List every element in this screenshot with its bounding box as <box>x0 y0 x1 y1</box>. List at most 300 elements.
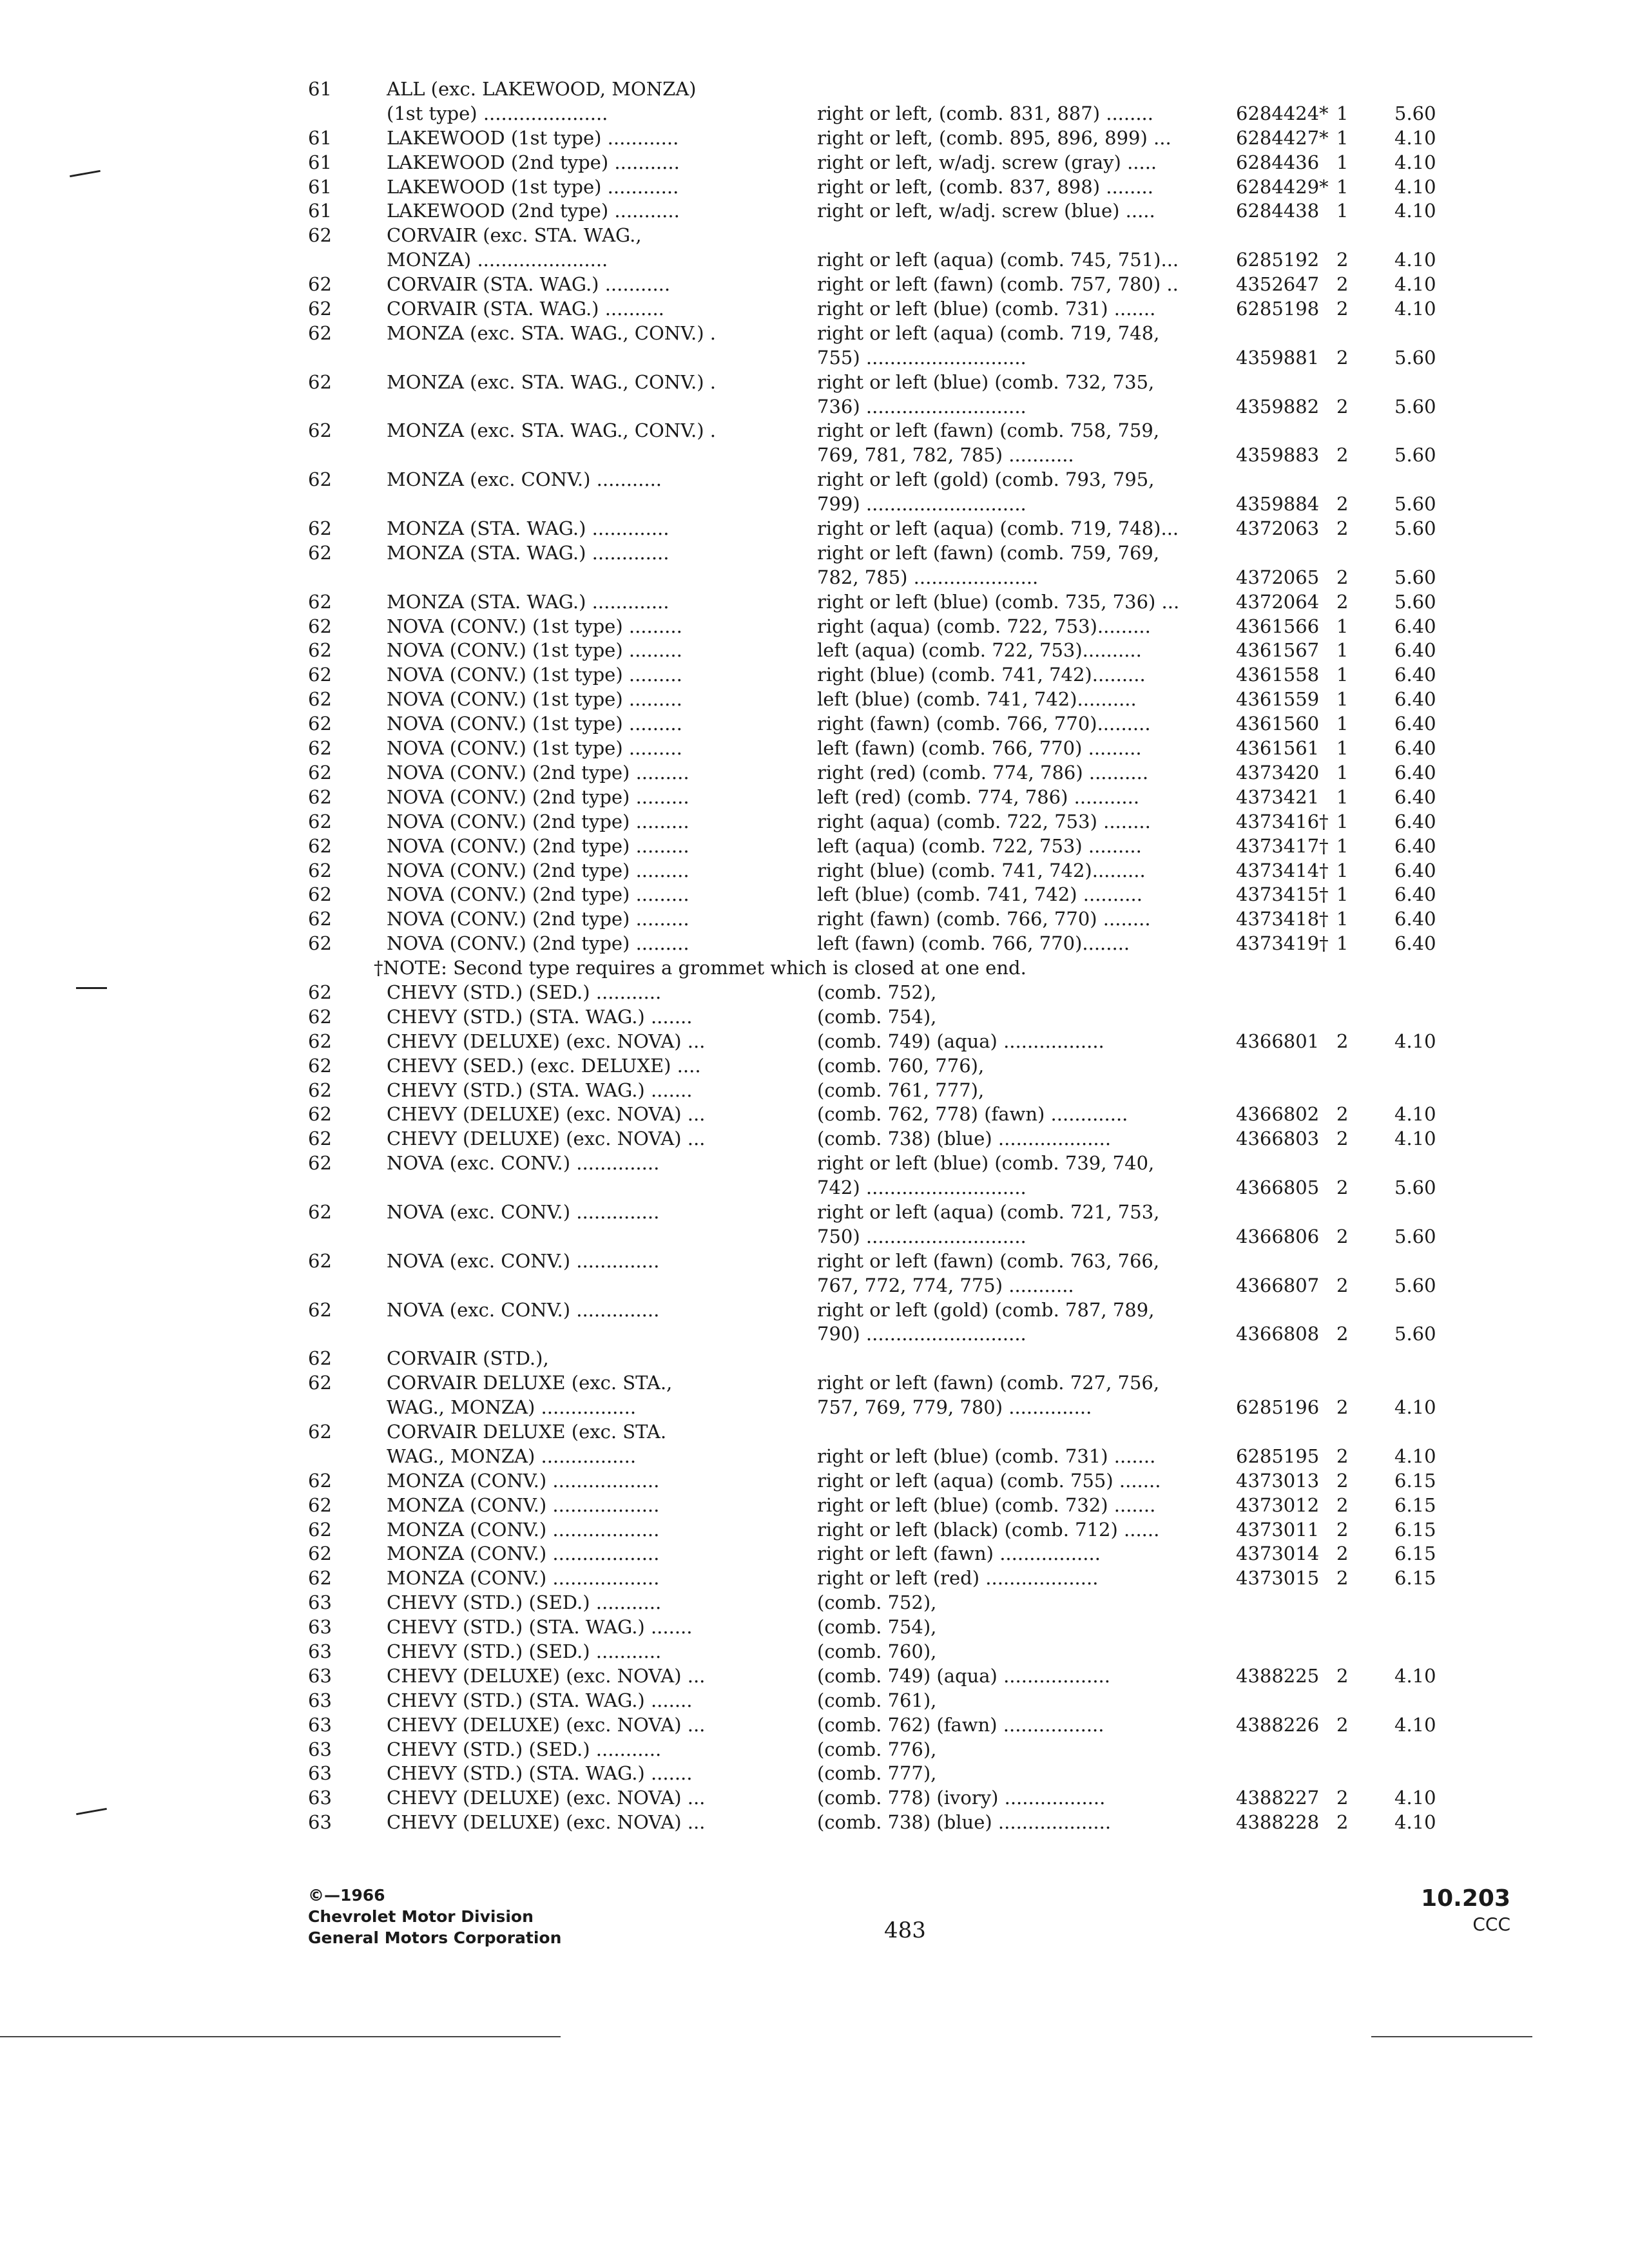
catalog-row <box>0 1664 1629 1689</box>
cell-desc: right (blue) (comb. 741, 742)......... <box>817 664 1146 686</box>
cell-qty: 2 <box>1336 1542 1349 1565</box>
cell-yr: 62 <box>308 1347 332 1370</box>
cell-qty: 2 <box>1336 566 1349 588</box>
cell-yr: 62 <box>308 1469 332 1492</box>
cell-mdl: CHEVY (STD.) (SED.) ........... <box>387 981 662 1003</box>
catalog-row <box>0 981 1629 1005</box>
cell-part: 4388228 <box>1236 1811 1320 1834</box>
cell-price: 4.10 <box>1394 1713 1436 1736</box>
cell-price: 5.60 <box>1394 444 1436 466</box>
cell-mdl: CHEVY (STD.) (STA. WAG.) ....... <box>387 1689 693 1711</box>
cell-part: 4361560 <box>1236 713 1320 735</box>
cell-part: 4372064 <box>1236 590 1320 613</box>
cell-yr: 62 <box>308 713 332 735</box>
cell-price: 6.40 <box>1394 688 1436 711</box>
cell-yr: 61 <box>308 78 332 100</box>
cell-qty: 1 <box>1336 200 1349 222</box>
cell-mdl: CHEVY (DELUXE) (exc. NOVA) ... <box>387 1128 706 1150</box>
cell-qty: 2 <box>1336 1177 1349 1199</box>
cell-mdl: CORVAIR (STA. WAG.) .......... <box>387 298 664 320</box>
cell-price: 4.10 <box>1394 151 1436 173</box>
cell-price: 5.60 <box>1394 590 1436 613</box>
cell-qty: 2 <box>1336 444 1349 466</box>
cell-mdl: MONZA (CONV.) .................. <box>387 1494 660 1516</box>
cell-part: 6284427* <box>1236 126 1329 149</box>
cell-mdl: CHEVY (DELUXE) (exc. NOVA) ... <box>387 1664 706 1687</box>
cell-mdl: NOVA (CONV.) (1st type) ......... <box>387 688 682 711</box>
cell-part: 6285192 <box>1236 249 1320 271</box>
catalog-row <box>0 468 1629 492</box>
cell-part: 4366802 <box>1236 1103 1320 1126</box>
cell-yr: 63 <box>308 1664 332 1687</box>
cell-part: 4373012 <box>1236 1494 1320 1516</box>
cell-part: 4373417† <box>1236 834 1329 857</box>
cell-mdl: NOVA (CONV.) (2nd type) ......... <box>387 859 689 881</box>
cell-price: 6.40 <box>1394 932 1436 955</box>
cell-price: 5.60 <box>1394 566 1436 588</box>
cell-price: 6.40 <box>1394 859 1436 881</box>
bottom-rule-left <box>0 2036 561 2037</box>
cell-desc: right (fawn) (comb. 766, 770) ........ <box>817 908 1151 930</box>
cell-price: 6.15 <box>1394 1469 1436 1492</box>
catalog-row <box>0 175 1629 200</box>
cell-mdl: CORVAIR (STD.), <box>387 1347 549 1370</box>
cell-desc: right or left, (comb. 831, 887) ........ <box>817 102 1153 124</box>
cell-yr: 62 <box>308 1103 332 1126</box>
cell-desc: right or left (blue) (comb. 739, 740, <box>817 1152 1155 1175</box>
cell-yr: 62 <box>308 639 332 662</box>
cell-qty: 2 <box>1336 590 1349 613</box>
cell-qty: 2 <box>1336 249 1349 271</box>
cell-yr: 62 <box>308 859 332 881</box>
cell-mdl: MONZA (exc. STA. WAG., CONV.) . <box>387 322 716 344</box>
cell-desc: right (aqua) (comb. 722, 753) ........ <box>817 810 1151 832</box>
catalog-row <box>0 590 1629 615</box>
catalog-row <box>0 1396 1629 1420</box>
cell-yr: 61 <box>308 126 332 149</box>
cell-yr: 63 <box>308 1811 332 1834</box>
cell-mdl: MONZA (CONV.) .................. <box>387 1518 660 1541</box>
cell-part: 4359881 <box>1236 346 1320 369</box>
cell-desc: (comb. 754), <box>817 1005 937 1028</box>
cell-desc: (comb. 738) (blue) ................... <box>817 1128 1112 1150</box>
cell-mdl: CHEVY (DELUXE) (exc. NOVA) ... <box>387 1030 706 1052</box>
cell-price: 4.10 <box>1394 1811 1436 1834</box>
cell-desc: right or left (aqua) (comb. 745, 751)... <box>817 249 1179 271</box>
catalog-row <box>0 1713 1629 1738</box>
catalog-row <box>0 492 1629 517</box>
cell-qty: 2 <box>1336 1787 1349 1809</box>
cell-price: 6.15 <box>1394 1567 1436 1590</box>
cell-price: 6.40 <box>1394 785 1436 808</box>
cell-mdl: MONZA (exc. STA. WAG., CONV.) . <box>387 419 716 442</box>
cell-qty: 2 <box>1336 1030 1349 1052</box>
cell-desc: right or left (fawn) (comb. 758, 759, <box>817 419 1160 442</box>
catalog-row <box>0 566 1629 590</box>
cell-qty: 1 <box>1336 664 1349 686</box>
cell-qty: 2 <box>1336 493 1349 515</box>
cell-yr: 62 <box>308 761 332 783</box>
cell-yr: 62 <box>308 298 332 320</box>
page-number: 483 <box>884 1917 926 1943</box>
cell-qty: 2 <box>1336 1811 1349 1834</box>
catalog-row <box>0 1151 1629 1176</box>
cell-mdl: NOVA (CONV.) (2nd type) ......... <box>387 834 689 857</box>
cell-part: 4366806 <box>1236 1225 1320 1247</box>
catalog-row <box>0 1518 1629 1542</box>
division-name: Chevrolet Motor Division <box>308 1907 534 1926</box>
cell-price: 4.10 <box>1394 126 1436 149</box>
cell-qty: 1 <box>1336 151 1349 173</box>
cell-yr: 62 <box>308 1079 332 1101</box>
copyright-block <box>308 1885 561 1948</box>
cell-desc: right or left (blue) (comb. 731) ....... <box>817 298 1156 320</box>
cell-mdl: NOVA (CONV.) (2nd type) ......... <box>387 761 689 783</box>
cell-mdl: MONZA) ...................... <box>387 249 608 271</box>
cell-yr: 62 <box>308 1054 332 1077</box>
cell-qty: 2 <box>1336 1323 1349 1345</box>
catalog-row <box>0 1298 1629 1323</box>
catalog-row <box>0 639 1629 663</box>
cell-qty: 1 <box>1336 175 1349 198</box>
cell-desc: 782, 785) ..................... <box>817 566 1039 588</box>
cell-yr: 62 <box>308 664 332 686</box>
catalog-row <box>0 1225 1629 1249</box>
cell-price: 4.10 <box>1394 1787 1436 1809</box>
cell-qty: 2 <box>1336 1396 1349 1419</box>
cell-desc: right (blue) (comb. 741, 742)......... <box>817 859 1146 881</box>
catalog-row <box>0 1640 1629 1664</box>
catalog-row <box>0 248 1629 273</box>
cell-qty: 1 <box>1336 615 1349 637</box>
cell-qty: 2 <box>1336 517 1349 540</box>
cell-desc: (comb. 760, 776), <box>817 1054 985 1077</box>
cell-mdl: LAKEWOOD (2nd type) ........... <box>387 151 680 173</box>
catalog-row <box>0 1542 1629 1566</box>
catalog-row <box>0 1494 1629 1518</box>
cell-part: 6284424* <box>1236 102 1329 124</box>
parts-catalog-table <box>0 77 1629 1835</box>
cell-desc: right or left (red) ................... <box>817 1567 1099 1590</box>
cell-qty: 2 <box>1336 1469 1349 1492</box>
cell-desc: right or left (blue) (comb. 731) ....... <box>817 1445 1156 1467</box>
cell-price: 5.60 <box>1394 1274 1436 1296</box>
cell-part: 4361559 <box>1236 688 1320 711</box>
cell-desc: 799) ........................... <box>817 493 1027 515</box>
cell-mdl: CHEVY (STD.) (SED.) ........... <box>387 1640 662 1662</box>
cell-desc: 767, 772, 774, 775) ........... <box>817 1274 1074 1296</box>
cell-desc: right or left (fawn) (comb. 763, 766, <box>817 1249 1160 1272</box>
cell-yr: 62 <box>308 737 332 760</box>
catalog-row <box>0 761 1629 785</box>
cell-mdl: CHEVY (STD.) (STA. WAG.) ....... <box>387 1616 693 1639</box>
cell-yr: 61 <box>308 200 332 222</box>
cell-desc: (comb. 777), <box>817 1762 937 1785</box>
cell-yr: 62 <box>308 1128 332 1150</box>
cell-part: 4373416† <box>1236 810 1329 832</box>
cell-mdl: MONZA (STA. WAG.) ............. <box>387 590 670 613</box>
cell-price: 6.40 <box>1394 810 1436 832</box>
cell-desc: 790) ........................... <box>817 1323 1027 1345</box>
cell-price: 4.10 <box>1394 1128 1436 1150</box>
cell-yr: 62 <box>308 615 332 637</box>
cell-part: 4352647 <box>1236 273 1320 296</box>
cell-price: 6.40 <box>1394 639 1436 662</box>
cell-desc: right or left (aqua) (comb. 719, 748)... <box>817 517 1179 540</box>
cell-desc: right or left, (comb. 837, 898) ........ <box>817 175 1153 198</box>
cell-part: 4361558 <box>1236 664 1320 686</box>
catalog-row <box>0 712 1629 736</box>
cell-yr: 63 <box>308 1787 332 1809</box>
cell-yr: 62 <box>308 273 332 296</box>
cell-part: 6284429* <box>1236 175 1329 198</box>
cell-qty: 2 <box>1336 395 1349 418</box>
cell-mdl: NOVA (CONV.) (2nd type) ......... <box>387 785 689 808</box>
cell-part: 4366808 <box>1236 1323 1320 1345</box>
cell-desc: right or left (fawn) (comb. 759, 769, <box>817 541 1160 564</box>
cell-part: 4372065 <box>1236 566 1320 588</box>
cell-mdl: NOVA (exc. CONV.) .............. <box>387 1152 660 1175</box>
cell-desc: right or left (black) (comb. 712) ...... <box>817 1518 1160 1541</box>
cell-price: 4.10 <box>1394 1396 1436 1419</box>
cell-yr: 62 <box>308 834 332 857</box>
catalog-row <box>0 102 1629 126</box>
corporation-name: General Motors Corporation <box>308 1928 562 1947</box>
cell-desc: left (fawn) (comb. 766, 770)........ <box>817 932 1130 955</box>
cell-price: 4.10 <box>1394 1103 1436 1126</box>
cell-yr: 62 <box>308 932 332 955</box>
cell-price: 4.10 <box>1394 200 1436 222</box>
cell-yr: 62 <box>308 810 332 832</box>
catalog-row <box>0 663 1629 687</box>
catalog-row <box>0 1030 1629 1054</box>
cell-mdl: MONZA (CONV.) .................. <box>387 1542 660 1565</box>
cell-yr: 62 <box>308 1249 332 1272</box>
cell-price: 4.10 <box>1394 1664 1436 1687</box>
catalog-row <box>0 1420 1629 1445</box>
cell-price: 6.40 <box>1394 713 1436 735</box>
cell-desc: (comb. 762, 778) (fawn) ............. <box>817 1103 1128 1126</box>
cell-part: 4373014 <box>1236 1542 1320 1565</box>
cell-qty: 1 <box>1336 126 1349 149</box>
catalog-row <box>0 1322 1629 1347</box>
cell-price: 6.40 <box>1394 737 1436 760</box>
catalog-row <box>0 199 1629 224</box>
cell-desc: right or left, (comb. 895, 896, 899) ... <box>817 126 1171 149</box>
cell-mdl: ALL (exc. LAKEWOOD, MONZA) <box>387 78 697 100</box>
catalog-row <box>0 541 1629 566</box>
cell-desc: right or left (aqua) (comb. 719, 748, <box>817 322 1160 344</box>
cell-mdl: NOVA (CONV.) (2nd type) ......... <box>387 908 689 930</box>
cell-yr: 61 <box>308 151 332 173</box>
cell-part: 4366803 <box>1236 1128 1320 1150</box>
margin-mark <box>76 987 107 989</box>
cell-mdl: NOVA (CONV.) (1st type) ......... <box>387 615 682 637</box>
cell-desc: right or left (gold) (comb. 793, 795, <box>817 468 1155 491</box>
cell-part: 6285195 <box>1236 1445 1320 1467</box>
cell-mdl: CORVAIR DELUXE (exc. STA., <box>387 1372 673 1394</box>
cell-price: 5.60 <box>1394 1177 1436 1199</box>
cell-yr: 62 <box>308 1542 332 1565</box>
cell-part: 6285198 <box>1236 298 1320 320</box>
section-number: 10.203 <box>1421 1885 1510 1912</box>
cell-mdl: NOVA (CONV.) (2nd type) ......... <box>387 810 689 832</box>
copyright-year: ©—1966 <box>308 1886 385 1905</box>
catalog-row <box>0 1786 1629 1811</box>
cell-desc: 769, 781, 782, 785) ........... <box>817 444 1074 466</box>
cell-desc: right or left (gold) (comb. 787, 789, <box>817 1298 1155 1321</box>
cell-yr: 62 <box>308 688 332 711</box>
cell-desc: (comb. 778) (ivory) ................. <box>817 1787 1106 1809</box>
catalog-row <box>0 1566 1629 1591</box>
catalog-row <box>0 1615 1629 1640</box>
catalog-row <box>0 273 1629 297</box>
cell-desc: 750) ........................... <box>817 1225 1027 1247</box>
cell-mdl: CHEVY (STD.) (SED.) ........... <box>387 1591 662 1614</box>
catalog-row <box>0 1689 1629 1713</box>
catalog-row <box>0 297 1629 322</box>
cell-desc: right (red) (comb. 774, 786) .......... <box>817 761 1149 783</box>
cell-price: 6.15 <box>1394 1518 1436 1541</box>
cell-part: 4373013 <box>1236 1469 1320 1492</box>
cell-price: 4.10 <box>1394 273 1436 296</box>
cell-price: 4.10 <box>1394 1030 1436 1052</box>
cell-part: 4388225 <box>1236 1664 1320 1687</box>
cell-desc: 736) ........................... <box>817 395 1027 418</box>
cell-mdl: LAKEWOOD (1st type) ............ <box>387 175 679 198</box>
cell-qty: 2 <box>1336 1103 1349 1126</box>
cell-qty: 1 <box>1336 932 1349 955</box>
cell-yr: 62 <box>308 1372 332 1394</box>
catalog-row <box>0 224 1629 248</box>
cell-price: 6.40 <box>1394 615 1436 637</box>
cell-mdl: LAKEWOOD (2nd type) ........... <box>387 200 680 222</box>
cell-price: 5.60 <box>1394 493 1436 515</box>
cell-yr: 62 <box>308 468 332 491</box>
cell-qty: 1 <box>1336 883 1349 906</box>
cell-mdl: MONZA (STA. WAG.) ............. <box>387 541 670 564</box>
catalog-row <box>0 1738 1629 1762</box>
cell-mdl: MONZA (CONV.) .................. <box>387 1469 660 1492</box>
cell-yr: 62 <box>308 517 332 540</box>
cell-desc: right or left (aqua) (comb. 755) ....... <box>817 1469 1161 1492</box>
cell-yr: 63 <box>308 1738 332 1760</box>
cell-qty: 2 <box>1336 1567 1349 1590</box>
cell-desc: (comb. 761, 777), <box>817 1079 985 1101</box>
cell-part: 6284438 <box>1236 200 1320 222</box>
catalog-row <box>0 1274 1629 1298</box>
catalog-row <box>0 370 1629 395</box>
cell-yr: 62 <box>308 981 332 1003</box>
cell-mdl: NOVA (CONV.) (1st type) ......... <box>387 713 682 735</box>
catalog-row <box>0 859 1629 883</box>
cell-qty: 1 <box>1336 102 1349 124</box>
cell-yr: 62 <box>308 1518 332 1541</box>
cell-price: 6.40 <box>1394 761 1436 783</box>
cell-mdl: NOVA (exc. CONV.) .............. <box>387 1298 660 1321</box>
cell-qty: 2 <box>1336 1128 1349 1150</box>
cell-price: 5.60 <box>1394 517 1436 540</box>
cell-desc: 755) ........................... <box>817 346 1027 369</box>
cell-part: 4361567 <box>1236 639 1320 662</box>
cell-qty: 2 <box>1336 298 1349 320</box>
catalog-row <box>0 1469 1629 1494</box>
cell-yr: 61 <box>308 175 332 198</box>
cell-qty: 1 <box>1336 908 1349 930</box>
cell-price: 4.10 <box>1394 175 1436 198</box>
catalog-row <box>0 1054 1629 1079</box>
catalog-row <box>0 1811 1629 1835</box>
catalog-row <box>0 810 1629 834</box>
cell-desc: right or left (fawn) (comb. 727, 756, <box>817 1372 1160 1394</box>
cell-price: 5.60 <box>1394 102 1436 124</box>
cell-part: 4373419† <box>1236 932 1329 955</box>
cell-desc: left (blue) (comb. 741, 742) .......... <box>817 883 1142 906</box>
cell-part: 4359883 <box>1236 444 1320 466</box>
cell-yr: 62 <box>308 1030 332 1052</box>
cell-price: 4.10 <box>1394 1445 1436 1467</box>
cell-yr: 62 <box>308 883 332 906</box>
cell-part: 4366805 <box>1236 1177 1320 1199</box>
catalog-row <box>0 126 1629 151</box>
catalog-row <box>0 932 1629 956</box>
cell-qty: 2 <box>1336 1445 1349 1467</box>
cell-part: 4359884 <box>1236 493 1320 515</box>
cell-desc: right or left, w/adj. screw (gray) ..... <box>817 151 1157 173</box>
cell-qty: 2 <box>1336 1225 1349 1247</box>
cell-qty: 1 <box>1336 737 1349 760</box>
cell-mdl: CHEVY (DELUXE) (exc. NOVA) ... <box>387 1787 706 1809</box>
cell-mdl: CHEVY (STD.) (STA. WAG.) ....... <box>387 1005 693 1028</box>
cell-desc: (comb. 738) (blue) ................... <box>817 1811 1112 1834</box>
cell-yr: 62 <box>308 1005 332 1028</box>
catalog-row <box>0 1102 1629 1127</box>
catalog-row <box>0 443 1629 468</box>
cell-qty: 2 <box>1336 1664 1349 1687</box>
catalog-row <box>0 1591 1629 1615</box>
cell-price: 5.60 <box>1394 395 1436 418</box>
cell-desc: (comb. 762) (fawn) ................. <box>817 1713 1104 1736</box>
cell-mdl: CHEVY (STD.) (STA. WAG.) ....... <box>387 1079 693 1101</box>
cell-yr: 62 <box>308 1567 332 1590</box>
cell-desc: (comb. 760), <box>817 1640 937 1662</box>
catalog-row <box>0 1127 1629 1151</box>
cell-part: 6284436 <box>1236 151 1320 173</box>
cell-desc: 742) ........................... <box>817 1177 1027 1199</box>
cell-mdl: CORVAIR (STA. WAG.) ........... <box>387 273 671 296</box>
cell-desc: (comb. 752), <box>817 981 937 1003</box>
cell-yr: 62 <box>308 590 332 613</box>
catalog-row <box>0 785 1629 810</box>
cell-desc: (comb. 749) (aqua) .................. <box>817 1664 1110 1687</box>
cell-yr: 62 <box>308 1200 332 1223</box>
cell-part: 4373421 <box>1236 785 1320 808</box>
section-block <box>1421 1885 1510 1936</box>
cell-desc: left (red) (comb. 774, 786) ........... <box>817 785 1140 808</box>
cell-qty: 1 <box>1336 761 1349 783</box>
bottom-rule-right <box>1371 2036 1532 2037</box>
cell-desc: (comb. 776), <box>817 1738 937 1760</box>
catalog-row <box>0 1079 1629 1103</box>
cell-qty: 2 <box>1336 1713 1349 1736</box>
cell-qty: 1 <box>1336 688 1349 711</box>
cell-desc: right or left, w/adj. screw (blue) ..... <box>817 200 1155 222</box>
cell-desc: left (aqua) (comb. 722, 753) ......... <box>817 834 1142 857</box>
catalog-row <box>0 1200 1629 1225</box>
cell-mdl: CHEVY (SED.) (exc. DELUXE) .... <box>387 1054 701 1077</box>
cell-mdl: NOVA (CONV.) (2nd type) ......... <box>387 883 689 906</box>
cell-part: 4361566 <box>1236 615 1320 637</box>
